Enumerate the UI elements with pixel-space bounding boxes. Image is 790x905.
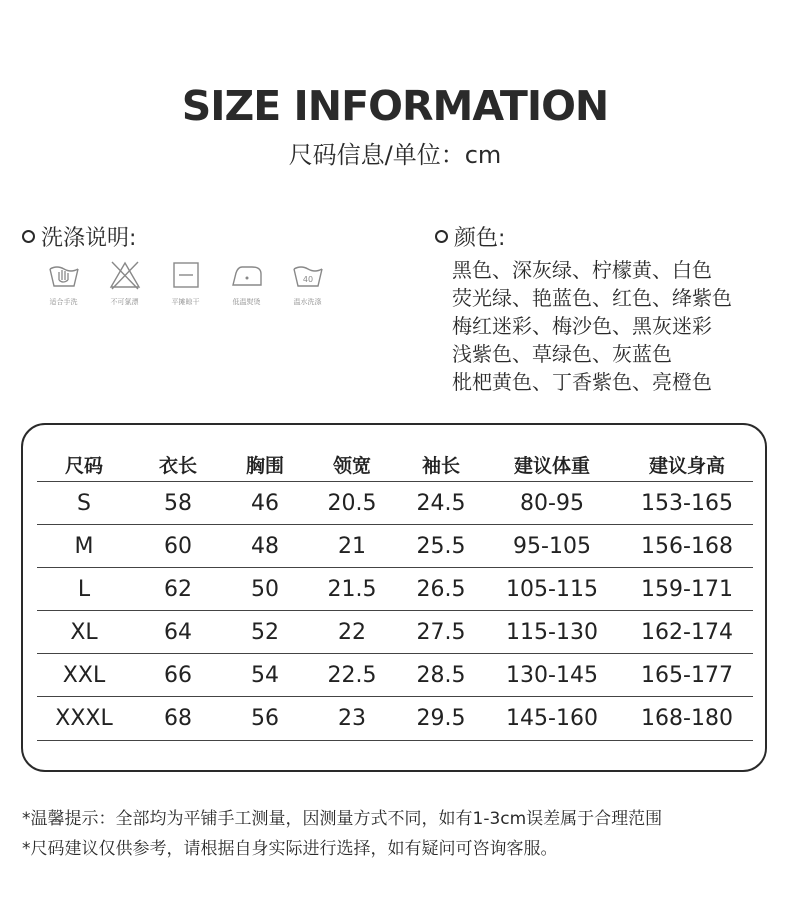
color-line: 黑色、深灰绿、柠檬黄、白色 — [452, 258, 712, 282]
table-row — [37, 611, 753, 653]
table-cell: 153-165 — [641, 490, 733, 516]
care-item-hand-wash — [33, 260, 94, 307]
care-label: 不可氯漂 — [110, 298, 139, 306]
low-iron-icon — [230, 260, 264, 290]
table-cell: 159-171 — [641, 576, 733, 602]
care-item-dry-flat — [155, 260, 216, 307]
table-cell: 21.5 — [327, 576, 377, 602]
table-cell: 50 — [251, 576, 279, 602]
header-cell: 尺码 — [64, 454, 103, 477]
table-cell: 24.5 — [416, 490, 466, 516]
care-item-no-bleach — [94, 260, 155, 307]
table-cell: 80-95 — [520, 490, 584, 516]
table-cell: 29.5 — [416, 705, 466, 731]
table-cell: XXXL — [55, 705, 113, 731]
wash-temp-label: 40 — [302, 275, 313, 284]
table-cell: 54 — [251, 662, 279, 688]
bullet-icon — [22, 230, 35, 243]
table-cell: XXL — [62, 662, 106, 688]
table-cell: L — [77, 576, 91, 602]
table-cell: 25.5 — [416, 533, 466, 559]
table-cell: 145-160 — [506, 705, 598, 731]
table-cell: 22 — [338, 619, 366, 645]
hand-wash-icon — [47, 260, 81, 290]
notes — [22, 804, 662, 864]
care-label: 温水洗涤 — [293, 298, 322, 306]
table-cell: 95-105 — [513, 533, 591, 559]
color-line: 浅紫色、草绿色、灰蓝色 — [452, 342, 672, 366]
table-cell: 58 — [164, 490, 192, 516]
dry-flat-icon — [169, 260, 203, 290]
care-label: 适合手洗 — [49, 298, 78, 306]
table-divider — [37, 740, 753, 741]
colors-heading — [435, 221, 505, 252]
washing-heading-label: 洗涤说明: — [41, 226, 137, 251]
table-row — [37, 482, 753, 524]
table-cell: 23 — [338, 705, 366, 731]
table-cell: 28.5 — [416, 662, 466, 688]
table-cell: M — [74, 533, 94, 559]
table-cell: 105-115 — [506, 576, 598, 602]
table-cell: 48 — [251, 533, 279, 559]
table-cell: 66 — [164, 662, 192, 688]
table-cell: 68 — [164, 705, 192, 731]
table-header-row — [37, 447, 753, 481]
header-cell: 衣长 — [158, 454, 197, 477]
care-label: 平摊晾干 — [171, 298, 200, 306]
table-cell: 56 — [251, 705, 279, 731]
header-cell: 领宽 — [332, 454, 371, 477]
table-cell: 168-180 — [641, 705, 733, 731]
color-line: 梅红迷彩、梅沙色、黑灰迷彩 — [452, 314, 712, 338]
table-cell: 20.5 — [327, 490, 377, 516]
table-cell: 52 — [251, 619, 279, 645]
page-title: SIZE INFORMATION — [181, 82, 609, 130]
table-cell: 162-174 — [641, 619, 733, 645]
table-cell: 62 — [164, 576, 192, 602]
table-cell: 115-130 — [506, 619, 598, 645]
table-row — [37, 568, 753, 610]
table-cell: 156-168 — [641, 533, 733, 559]
header-cell: 袖长 — [421, 454, 460, 477]
table-row — [37, 654, 753, 696]
table-cell: XL — [70, 619, 98, 645]
bullet-icon — [435, 230, 448, 243]
care-label: 低温熨烫 — [232, 298, 261, 306]
table-cell: 60 — [164, 533, 192, 559]
care-item-warm-wash — [277, 260, 338, 307]
table-cell: 21 — [338, 533, 366, 559]
table-cell: S — [77, 490, 91, 516]
table-cell: 22.5 — [327, 662, 377, 688]
header-cell: 建议体重 — [513, 454, 590, 477]
care-icons-row — [33, 260, 338, 307]
table-cell: 165-177 — [641, 662, 733, 688]
colors-heading-label: 颜色: — [454, 226, 506, 251]
table-cell: 64 — [164, 619, 192, 645]
table-cell: 130-145 — [506, 662, 598, 688]
color-line: 荧光绿、艳蓝色、红色、绛紫色 — [452, 286, 732, 310]
note-line: *尺码建议仅供参考，请根据自身实际进行选择，如有疑问可咨询客服。 — [22, 839, 558, 859]
note-line: *温馨提示：全部均为平铺手工测量，因测量方式不同，如有1-3cm误差属于合理范围 — [22, 809, 663, 829]
table-row — [37, 525, 753, 567]
color-line: 枇杷黄色、丁香紫色、亮橙色 — [452, 370, 712, 394]
no-bleach-icon — [108, 260, 142, 290]
table-cell: 27.5 — [416, 619, 466, 645]
size-table — [21, 423, 767, 772]
table-cell: 46 — [251, 490, 279, 516]
washing-heading — [22, 221, 136, 252]
header-cell: 胸围 — [245, 454, 284, 477]
warm-wash-icon — [291, 260, 325, 290]
care-item-low-iron — [216, 260, 277, 307]
header-cell: 建议身高 — [648, 454, 725, 477]
color-list — [452, 256, 732, 396]
page-subtitle: 尺码信息/单位：cm — [288, 141, 502, 169]
table-cell: 26.5 — [416, 576, 466, 602]
table-row — [37, 697, 753, 739]
